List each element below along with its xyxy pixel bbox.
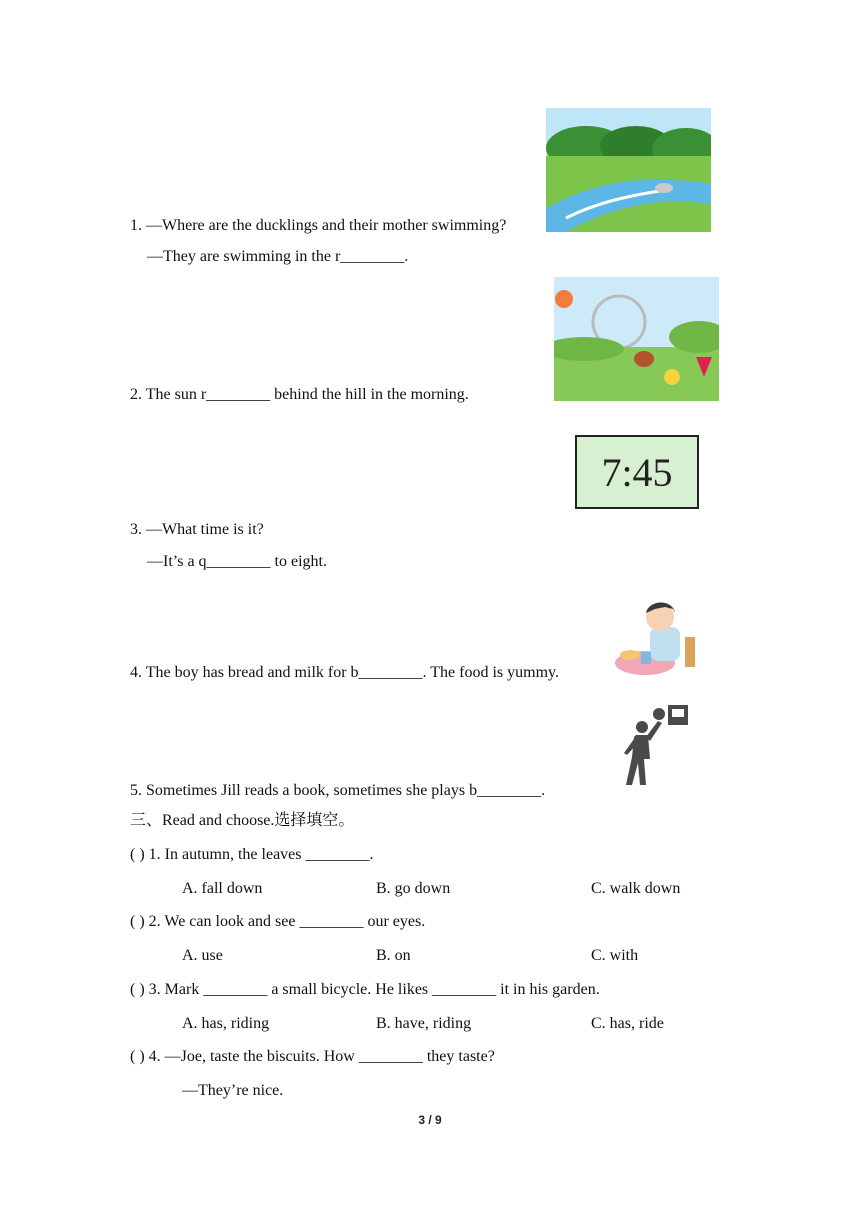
q5-question: 5. Sometimes Jill reads a book, sometimes she plays b________. xyxy=(130,782,546,799)
q1-question: 1. —Where are the ducklings and their mother swimming? xyxy=(130,217,507,234)
q3-question: 3. —What time is it? xyxy=(130,521,264,538)
page-number: 3 / 9 xyxy=(418,1113,442,1127)
boy-breakfast-image xyxy=(615,597,697,679)
option-a: A. fall down xyxy=(182,880,263,897)
option-a: A. use xyxy=(182,947,223,964)
option-b: B. go down xyxy=(376,880,451,897)
choice-question-4-reply: —They’re nice. xyxy=(182,1082,284,1099)
option-c: C. has, ride xyxy=(591,1015,664,1032)
section-heading: 三、Read and choose.选择填空。 xyxy=(130,812,355,829)
q4-question: 4. The boy has bread and milk for b________. The food is yummy. xyxy=(130,664,559,681)
clock-display: 7:45 xyxy=(575,435,699,509)
q3-answer-line: —It’s a q________ to eight. xyxy=(147,553,327,570)
river-image xyxy=(546,108,711,232)
option-b: B. have, riding xyxy=(376,1015,472,1032)
option-b: B. on xyxy=(376,947,411,964)
basketball-player-icon xyxy=(618,703,690,787)
choice-question-3: ( ) 3. Mark ________ a small bicycle. He likes ________ it in his garden. xyxy=(130,981,600,998)
choice-question-2: ( ) 2. We can look and see ________ our eyes. xyxy=(130,913,426,930)
choice-question-1: ( ) 1. In autumn, the leaves ________. xyxy=(130,846,374,863)
option-c: C. with xyxy=(591,947,639,964)
q1-answer-line: —They are swimming in the r________. xyxy=(147,248,409,265)
choice-question-4: ( ) 4. —Joe, taste the biscuits. How ________ they taste? xyxy=(130,1048,495,1065)
q2-question: 2. The sun r________ behind the hill in the morning. xyxy=(130,386,469,403)
option-a: A. has, riding xyxy=(182,1015,270,1032)
option-c: C. walk down xyxy=(591,880,681,897)
sunrise-image xyxy=(554,277,719,401)
